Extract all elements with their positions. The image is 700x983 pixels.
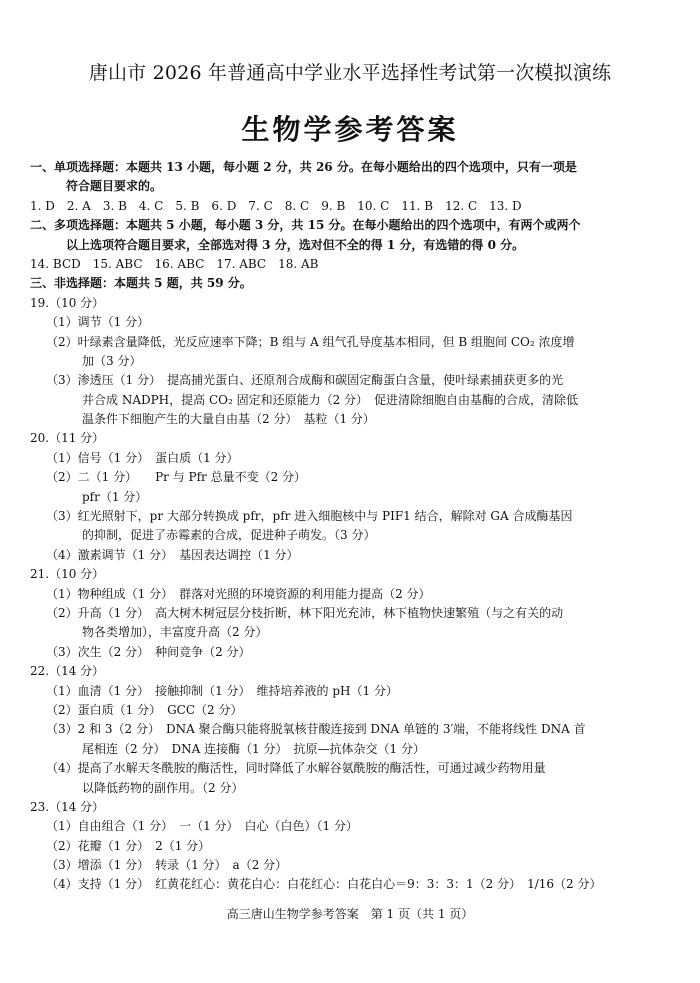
question-header-22: 22.（14 分） [30, 664, 105, 679]
answer-line-cont: 物各类增加），丰富度升高（2 分） [82, 625, 268, 640]
answer-line: （4）激素调节（1 分） 基因表达调控（1 分） [46, 547, 299, 562]
section-heading-single-choice: 一、单项选择题：本题共 13 小题，每小题 2 分，共 26 分。在每小题给出的四个选项中，只有一项是 [30, 160, 577, 174]
answers-single-choice: 1. D 2. A 3. B 4. C 5. B 6. D 7. C 8. C 9. B 10. C 11. B 12. C 13. D [30, 198, 522, 213]
page-footer: 高三唐山生物学参考答案 第 1 页（共 1 页） [226, 907, 474, 921]
answer-line: （2）蛋白质（1 分） GCC（2 分） [46, 702, 243, 717]
answer-line: （2）叶绿素含量降低，光反应速率下降；B 组与 A 组气孔导度基本相同，但 B 组胞间 CO₂ 浓度增 [46, 334, 575, 349]
answer-line: （3）次生（2 分） 种间竞争（2 分） [46, 644, 251, 659]
answer-line: （1）自由组合（1 分） 一（1 分） 白心（白色）（1 分） [46, 819, 358, 834]
section-heading-multiple-choice-cont: 以上选项符合题目要求，全部选对得 3 分，选对但不全的得 1 分，有选错的得 0 分。 [66, 237, 525, 252]
answer-line-cont: 尾相连（2 分） DNA 连接酶（1 分） 抗原—抗体杂交（1 分） [82, 741, 425, 756]
answer-line: （4）支持（1 分） 红黄花红心：黄花白心：白花红心：白花白心＝9：3：3：1（2 分） 1/16（2 分） [46, 877, 602, 892]
answer-line-cont: 加（3 分） [82, 353, 142, 368]
answer-line: （2）花瓣（1 分） 2（1 分） [46, 838, 211, 853]
answer-line: （4）提高了水解天冬酰胺的酶活性，同时降低了水解谷氨酰胺的酶活性，可通过减少药物用量 [46, 761, 546, 776]
section-heading-multiple-choice: 二、多项选择题：本题共 5 小题，每小题 3 分，共 15 分。在每小题给出的四个选项中，有两个或两个 [30, 218, 581, 233]
answer-line: （3）红光照射下，pr 大部分转换成 pfr，pfr 进入细胞核中与 PIF1 结合，解除对 GA 合成酶基因 [46, 509, 573, 524]
answer-line: （3）渗透压（1 分） 提高捕光蛋白、还原剂合成酶和碳固定酶蛋白含量，使叶绿素捕获更多的光 [46, 373, 564, 388]
answer-line: （1）物种组成（1 分） 群落对光照的环境资源的利用能力提高（2 分） [46, 586, 431, 601]
question-header-20: 20.（11 分） [30, 431, 105, 446]
answer-line: （2）二（1 分） Pr 与 Pfr 总量不变（2 分） [46, 470, 307, 485]
answer-line-cont: 温条件下细胞产生的大量自由基（2 分） 基粒（1 分） [82, 412, 375, 427]
page-subtitle: 生物学参考答案 [241, 113, 459, 146]
answers-multiple-choice: 14. BCD 15. ABC 16. ABC 17. ABC 18. AB [30, 256, 319, 271]
answer-line: （1）调节（1 分） [46, 315, 150, 330]
answer-line: （3）增添（1 分） 转录（1 分） a（2 分） [46, 858, 288, 873]
question-header-23: 23.（14 分） [30, 799, 105, 814]
question-header-19: 19.（10 分） [30, 295, 105, 310]
answer-line: （2）升高（1 分） 高大树木树冠层分枝折断，林下阳光充沛，林下植物快速繁殖（与之有关的动 [46, 605, 564, 620]
answer-line-cont: 的抑制，促进了赤霉素的合成，促进种子萌发。（3 分） [82, 528, 376, 543]
answer-line: （3）2 和 3（2 分） DNA 聚合酶只能将脱氧核苷酸连接到 DNA 单链的 3′端，不能将线性 DNA 首 [46, 722, 586, 737]
question-header-21: 21.（10 分） [30, 567, 105, 582]
page-title: 唐山市 2026 年普通高中学业水平选择性考试第一次模拟演练 [88, 62, 612, 84]
section-heading-single-choice-cont: 符合题目要求的。 [66, 179, 163, 194]
answer-content [30, 158, 675, 895]
answer-line-cont: 以降低药物的副作用。（2 分） [82, 780, 244, 795]
answer-line: （1）信号（1 分） 蛋白质（1 分） [46, 450, 239, 465]
answer-line: （1）血清（1 分） 接触抑制（1 分） 维持培养液的 pH（1 分） [46, 683, 398, 698]
answer-line-cont: 并合成 NADPH，提高 CO₂ 固定和还原能力（2 分） 促进清除细胞自由基酶的合成，清除低 [82, 392, 579, 407]
answer-line-cont: pfr（1 分） [82, 489, 148, 504]
section-heading-non-choice: 三、非选择题：本题共 5 题，共 59 分。 [30, 276, 252, 291]
